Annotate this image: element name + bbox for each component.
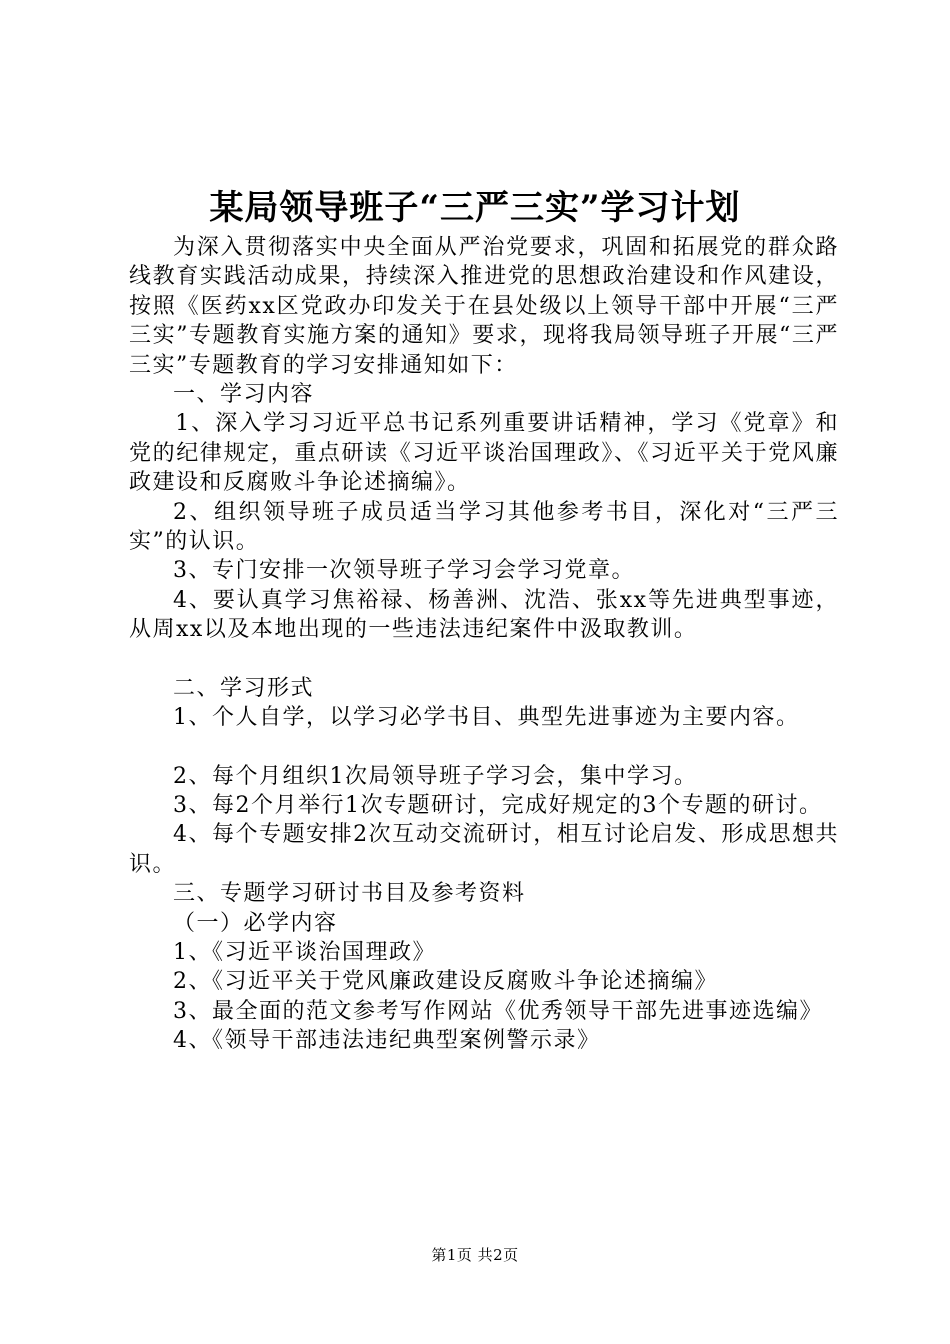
spacer (129, 733, 839, 762)
section-heading-2: 二、学习形式 (173, 675, 315, 701)
list-item: 2、《习近平关于党风廉政建设反腐败斗争论述摘编》 (173, 969, 718, 995)
list-item: 4、《领导干部违法违纪典型案例警示录》 (173, 1028, 601, 1054)
intro-paragraph: 为深入贯彻落实中央全面从严治党要求，巩固和拓展党的群众路线教育实践活动成果，持续深入推进党的思想政治建设和作风建设，按照《医药xx区党政办印发关于在县处级以上领导干部中开展“三严三实”专题教育实施方案的通知》要求，现将我局领导班子开展“三严三实”专题教育的学习安排通知如下： (129, 235, 839, 378)
section-heading-3: 三、专题学习研讨书目及参考资料 (173, 881, 526, 907)
list-item: 3、专门安排一次领导班子学习会学习党章。 (173, 558, 635, 584)
list-item: 4、要认真学习焦裕禄、杨善洲、沈浩、张xx等先进典型事迹，从周xx以及本地出现的一些违法违纪案件中汲取教训。 (129, 587, 839, 643)
list-item: 3、每2个月举行1次专题研讨，完成好规定的3个专题的研讨。 (173, 792, 823, 818)
list-item: 2、每个月组织1次局领导班子学习会，集中学习。 (173, 763, 698, 789)
list-item: 3、最全面的范文参考写作网站《优秀领导干部先进事迹选编》 (173, 998, 823, 1024)
document-title: 某局领导班子“三严三实”学习计划 (209, 188, 741, 228)
list-item: 1、《习近平谈治国理政》 (173, 939, 436, 965)
list-item: 1、个人自学，以学习必学书目、典型先进事迹为主要内容。 (173, 705, 800, 731)
subsection-heading: （一）必学内容 (173, 910, 338, 936)
list-item: 4、每个专题安排2次互动交流研讨，相互讨论启发、形成思想共识。 (129, 822, 839, 877)
document-body (129, 233, 839, 1056)
list-item: 2、组织领导班子成员适当学习其他参考书目，深化对“三严三实”的认识。 (129, 499, 839, 555)
list-item: 1、深入学习习近平总书记系列重要讲话精神，学习《党章》和党的纪律规定，重点研读《习近平谈治国理政》、《习近平关于党风廉政建设和反腐败斗争论述摘编》。 (129, 411, 839, 496)
page-footer: 第1页 共2页 (431, 1246, 519, 1264)
section-heading-1: 一、学习内容 (173, 382, 315, 408)
spacer (129, 645, 839, 674)
